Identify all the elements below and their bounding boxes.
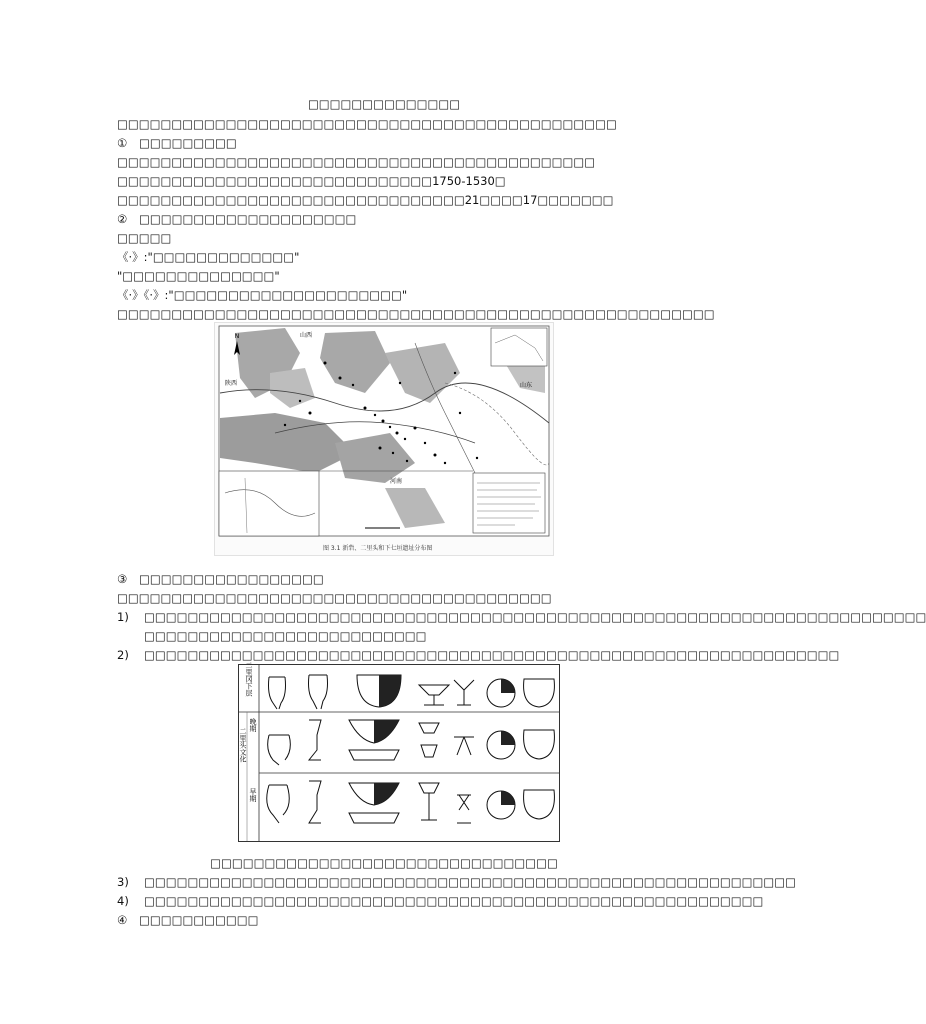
section1-heading	[117, 136, 237, 150]
item-4-number: 4)	[117, 894, 129, 908]
site-distribution-map	[214, 322, 554, 556]
section2-heading-text: □□□□□□□□□□□□□□□□□□□□	[139, 212, 357, 226]
section3-marker: ③	[117, 572, 128, 586]
section1-heading-text: □□□□□□□□□	[139, 136, 237, 150]
section2-line-5: □□□□□□□□□□□□□□□□□□□□□□□□□□□□□□□□□□□□□□□□□□□□□□□□□□□□□□□	[117, 307, 715, 321]
section3-heading-text: □□□□□□□□□□□□□□□□□	[139, 572, 324, 586]
label-shandong: 山东	[520, 382, 533, 389]
section3-intro: □□□□□□□□□□□□□□□□□□□□□□□□□□□□□□□□□□□□□□□□	[117, 591, 552, 605]
section2-line-1: □□□□□	[117, 231, 172, 245]
document-title: □□□□□□□□□□□□□□	[307, 97, 461, 111]
north-label: N	[234, 333, 240, 340]
pottery-caption: □□□□□□□□□□□□□□□□□□□□□□□□□□□□□□□□	[210, 856, 558, 870]
section1-line-3: □□□□□□□□□□□□□□□□□□□□□□□□□□□□□□□□21□□□□17□□□□□□□	[117, 193, 614, 207]
section1-line-2: □□□□□□□□□□□□□□□□□□□□□□□□□□□□□1750-1530□	[117, 174, 506, 188]
section3-item-3	[117, 875, 796, 889]
map-caption: 图 3.1 新砦、二里头和下七垣遗址分布图	[323, 545, 433, 552]
intro-paragraph: □□□□□□□□□□□□□□□□□□□□□□□□□□□□□□□□□□□□□□□□□□□□□□	[117, 117, 617, 131]
label-shaanxi: 陕西	[225, 380, 238, 387]
section4-marker: ④	[117, 913, 128, 927]
row-label-erligang: 二里冈下层	[245, 661, 253, 697]
item-1-number: 1)	[117, 610, 129, 624]
row-label-early: 早期	[249, 788, 257, 802]
section1-marker: ①	[117, 136, 128, 150]
item-3-text: □□□□□□□□□□□□□□□□□□□□□□□□□□□□□□□□□□□□□□□□□□□□□□□□□□□□□□□□□□□□	[144, 875, 796, 889]
label-henan: 河南	[390, 478, 403, 485]
section3-item-1-cont: □□□□□□□□□□□□□□□□□□□□□□□□□□	[144, 629, 427, 643]
row-label-culture: 二里头文化	[239, 727, 247, 763]
item-1-text: □□□□□□□□□□□□□□□□□□□□□□□□□□□□□□□□□□□□□□□□□□□□□□□□□□□□□□□□□□□□□□□□□□□□□□□□	[144, 610, 926, 624]
map-graphic	[215, 323, 553, 555]
item-4-text: □□□□□□□□□□□□□□□□□□□□□□□□□□□□□□□□□□□□□□□□□□□□□□□□□□□□□□□□□	[144, 894, 764, 908]
pottery-comparison-figure	[238, 661, 560, 842]
section4-heading-text: □□□□□□□□□□□	[139, 913, 259, 927]
section3-item-1	[117, 610, 926, 624]
item-2-number: 2)	[117, 648, 129, 662]
section2-line-4: 《·》《·》:"□□□□□□□□□□□□□□□□□□□□□"	[117, 288, 408, 302]
section3-heading	[117, 572, 324, 586]
section1-line-1: □□□□□□□□□□□□□□□□□□□□□□□□□□□□□□□□□□□□□□□□□□□□	[117, 155, 596, 169]
item-3-number: 3)	[117, 875, 129, 889]
section3-item-4	[117, 894, 763, 908]
item-2-text: □□□□□□□□□□□□□□□□□□□□□□□□□□□□□□□□□□□□□□□□□□□□□□□□□□□□□□□□□□□□□□□□	[144, 648, 840, 662]
section2-marker: ②	[117, 212, 128, 226]
section3-item-2	[117, 648, 839, 662]
section4-heading	[117, 913, 259, 927]
row-label-late: 晚期	[249, 718, 257, 732]
section2-heading	[117, 212, 356, 226]
pottery-graphic	[239, 661, 559, 841]
section2-line-2: 《·》:"□□□□□□□□□□□□□"	[117, 250, 300, 264]
section2-line-3: "□□□□□□□□□□□□□□"	[117, 269, 280, 283]
label-shanxi: 山西	[300, 332, 313, 339]
